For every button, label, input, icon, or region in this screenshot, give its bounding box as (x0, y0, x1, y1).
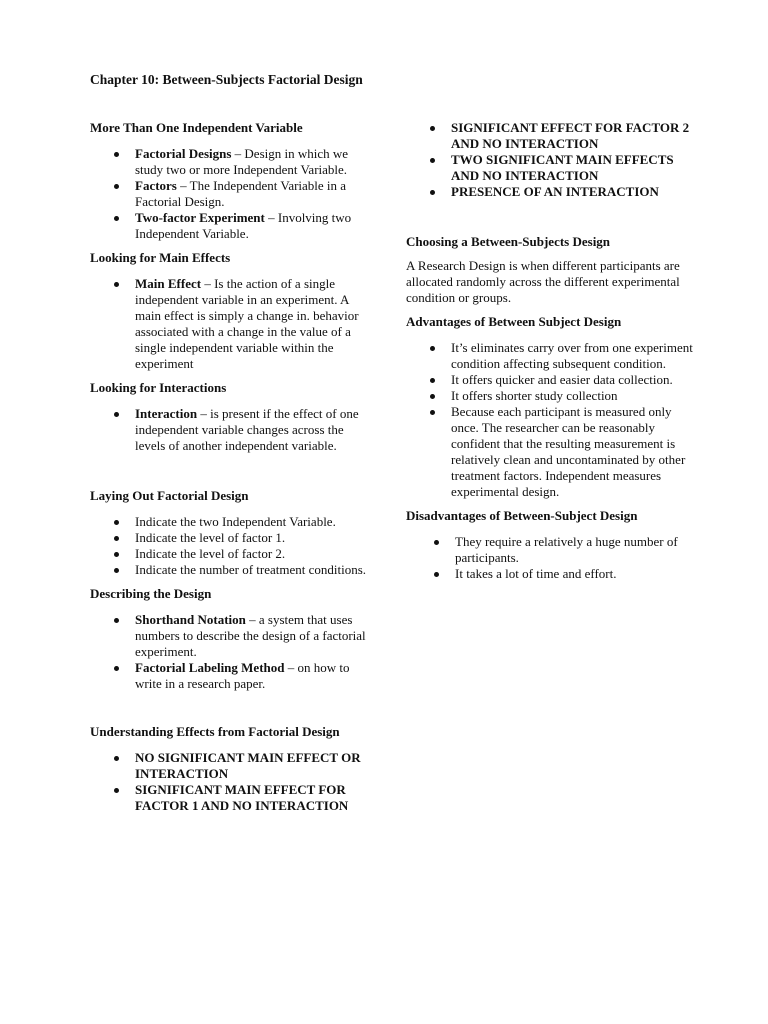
definition: – on how to write in a research paper. (135, 660, 350, 691)
bullet-icon (430, 346, 435, 351)
list-item-text: It’s eliminates carry over from one experiment condition affecting subsequent condition. (451, 340, 693, 371)
definition: – Design in which we study two or more Independent Variable. (135, 146, 349, 177)
bullet-list (406, 120, 696, 200)
section-heading: Laying Out Factorial Design (90, 488, 249, 503)
list-item-text: Indicate the level of factor 1. (135, 530, 286, 545)
list-item (406, 404, 696, 500)
section-heading: Looking for Main Effects (90, 250, 231, 265)
bullet-icon (430, 378, 435, 383)
left-column (90, 120, 375, 814)
term: Interaction (135, 406, 198, 421)
list-item-text: Indicate the level of factor 2. (135, 546, 286, 561)
section-heading: Looking for Interactions (90, 380, 227, 395)
bullet-list (90, 750, 375, 814)
list-item-text: PRESENCE OF AN INTERACTION (451, 184, 659, 199)
definition: – The Independent Variable in a Factorial Design. (135, 178, 347, 209)
term: Main Effect (135, 276, 202, 291)
section-heading: Advantages of Between Subject Design (406, 314, 622, 329)
list-item (90, 514, 375, 530)
bullet-icon (114, 756, 119, 761)
bullet-icon (114, 666, 119, 671)
list-item-text: It offers shorter study collection (451, 388, 618, 403)
list-item-text: It takes a lot of time and effort. (455, 566, 617, 581)
list-item (90, 530, 375, 546)
bullet-list (406, 340, 696, 500)
list-item-text: NO SIGNIFICANT MAIN EFFECT OR INTERACTION (135, 750, 361, 781)
list-item (90, 210, 375, 242)
bullet-icon (114, 536, 119, 541)
list-item-text: SIGNIFICANT MAIN EFFECT FOR FACTOR 1 AND NO INTERACTION (135, 782, 349, 813)
list-item-text: Indicate the number of treatment conditions. (135, 562, 367, 577)
list-item (406, 340, 696, 372)
section-heading: Understanding Effects from Factorial Design (90, 724, 340, 739)
definition: – a system that uses numbers to describe the design of a factorial experiment. (135, 612, 366, 659)
list-item-text: It offers quicker and easier data collection. (451, 372, 673, 387)
bullet-icon (114, 152, 119, 157)
section-heading: Disadvantages of Between-Subject Design (406, 508, 638, 523)
bullet-icon (434, 572, 439, 577)
bullet-list (90, 612, 375, 692)
bullet-list (406, 534, 696, 582)
bullet-icon (430, 410, 435, 415)
bullet-icon (114, 552, 119, 557)
definition: – Involving two Independent Variable. (135, 210, 352, 241)
list-item (406, 534, 696, 566)
list-item (90, 562, 375, 578)
bullet-icon (114, 520, 119, 525)
bullet-icon (114, 184, 119, 189)
list-item (90, 660, 375, 692)
bullet-icon (114, 216, 119, 221)
list-item-text: Indicate the two Independent Variable. (135, 514, 336, 529)
section-heading: More Than One Independent Variable (90, 120, 303, 135)
bullet-icon (114, 282, 119, 287)
term: Two-factor Experiment (135, 210, 265, 225)
definition: – Is the action of a single independent variable in an experiment. A main effect is simply a change in. behavior associated with a change in the value of a single independent variable within the experiment (135, 276, 359, 371)
list-item (90, 750, 375, 782)
list-item (406, 152, 696, 184)
bullet-icon (114, 568, 119, 573)
list-item-text: They require a relatively a huge number of participants. (455, 534, 678, 565)
bullet-icon (430, 126, 435, 131)
list-item (90, 612, 375, 660)
list-item (406, 120, 696, 152)
definition: – is present if the effect of one independent variable changes across the levels of another independent variable. (135, 406, 359, 453)
bullet-icon (430, 394, 435, 399)
list-item-text: SIGNIFICANT EFFECT FOR FACTOR 2 AND NO INTERACTION (451, 120, 690, 151)
list-item (406, 372, 696, 388)
term: Factorial Designs (135, 146, 232, 161)
list-item (406, 184, 696, 200)
bullet-icon (114, 788, 119, 793)
bullet-icon (430, 190, 435, 195)
list-item (90, 178, 375, 210)
list-item (90, 406, 375, 454)
bullet-list (90, 514, 375, 578)
list-item (406, 388, 696, 404)
bullet-icon (114, 618, 119, 623)
list-item (90, 146, 375, 178)
bullet-icon (114, 412, 119, 417)
bullet-list (90, 406, 375, 454)
list-item-text: Because each participant is measured only once. The researcher can be reasonably confident that the resulting measurement is relatively clean and uncontaminated by other treatment factors. Independent measures experimental design. (451, 404, 686, 499)
term: Factorial Labeling Method (135, 660, 285, 675)
section-heading: Choosing a Between-Subjects Design (406, 234, 611, 249)
page-title: Chapter 10: Between-Subjects Factorial Design (90, 72, 363, 87)
list-item-text: TWO SIGNIFICANT MAIN EFFECTS AND NO INTERACTION (451, 152, 674, 183)
section-heading: Describing the Design (90, 586, 212, 601)
paragraph: A Research Design is when different participants are allocated randomly across the different experimental condition or groups. (406, 258, 680, 305)
term: Factors (135, 178, 177, 193)
bullet-list (90, 146, 375, 242)
term: Shorthand Notation (135, 612, 246, 627)
bullet-list (90, 276, 375, 372)
bullet-icon (434, 540, 439, 545)
list-item (406, 566, 696, 582)
list-item (90, 546, 375, 562)
right-column (406, 120, 696, 582)
list-item (90, 276, 375, 372)
list-item (90, 782, 375, 814)
bullet-icon (430, 158, 435, 163)
